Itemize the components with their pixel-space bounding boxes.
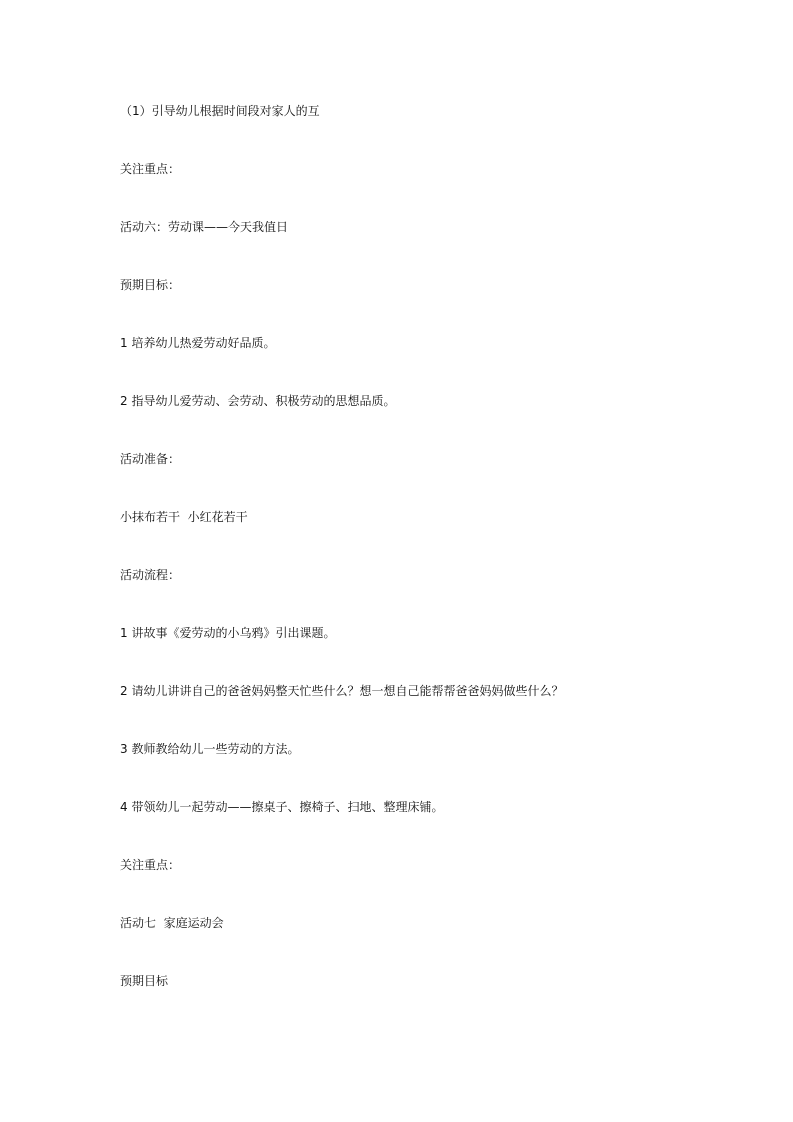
paragraph-7: 活动准备： — [120, 452, 181, 466]
paragraph-11: 2 请幼儿讲讲自己的爸爸妈妈整天忙些什么？想一想自己能帮帮爸爸妈妈做些什么？ — [120, 684, 564, 698]
paragraph-10: 1 讲故事《爱劳动的小乌鸦》引出课题。 — [120, 626, 336, 640]
paragraph-15: 活动七 家庭运动会 — [120, 916, 224, 930]
document-body — [120, 102, 680, 1030]
paragraph-1: （1）引导幼儿根据时间段对家人的互 — [120, 104, 320, 118]
paragraph-3: 活动六：劳动课——今天我值日 — [120, 220, 289, 234]
paragraph-9: 活动流程： — [120, 568, 181, 582]
paragraph-8: 小抹布若干 小红花若干 — [120, 510, 248, 524]
paragraph-13: 4 带领幼儿一起劳动——擦桌子、擦椅子、扫地、整理床铺。 — [120, 800, 444, 814]
paragraph-4: 预期目标： — [120, 278, 181, 292]
paragraph-6: 2 指导幼儿爱劳动、会劳动、积极劳动的思想品质。 — [120, 394, 396, 408]
paragraph-2: 关注重点： — [120, 162, 181, 176]
paragraph-16: 预期目标 — [120, 974, 169, 988]
paragraph-14: 关注重点： — [120, 858, 181, 872]
paragraph-5: 1 培养幼儿热爱劳动好品质。 — [120, 336, 276, 350]
paragraph-12: 3 教师教给幼儿一些劳动的方法。 — [120, 742, 300, 756]
